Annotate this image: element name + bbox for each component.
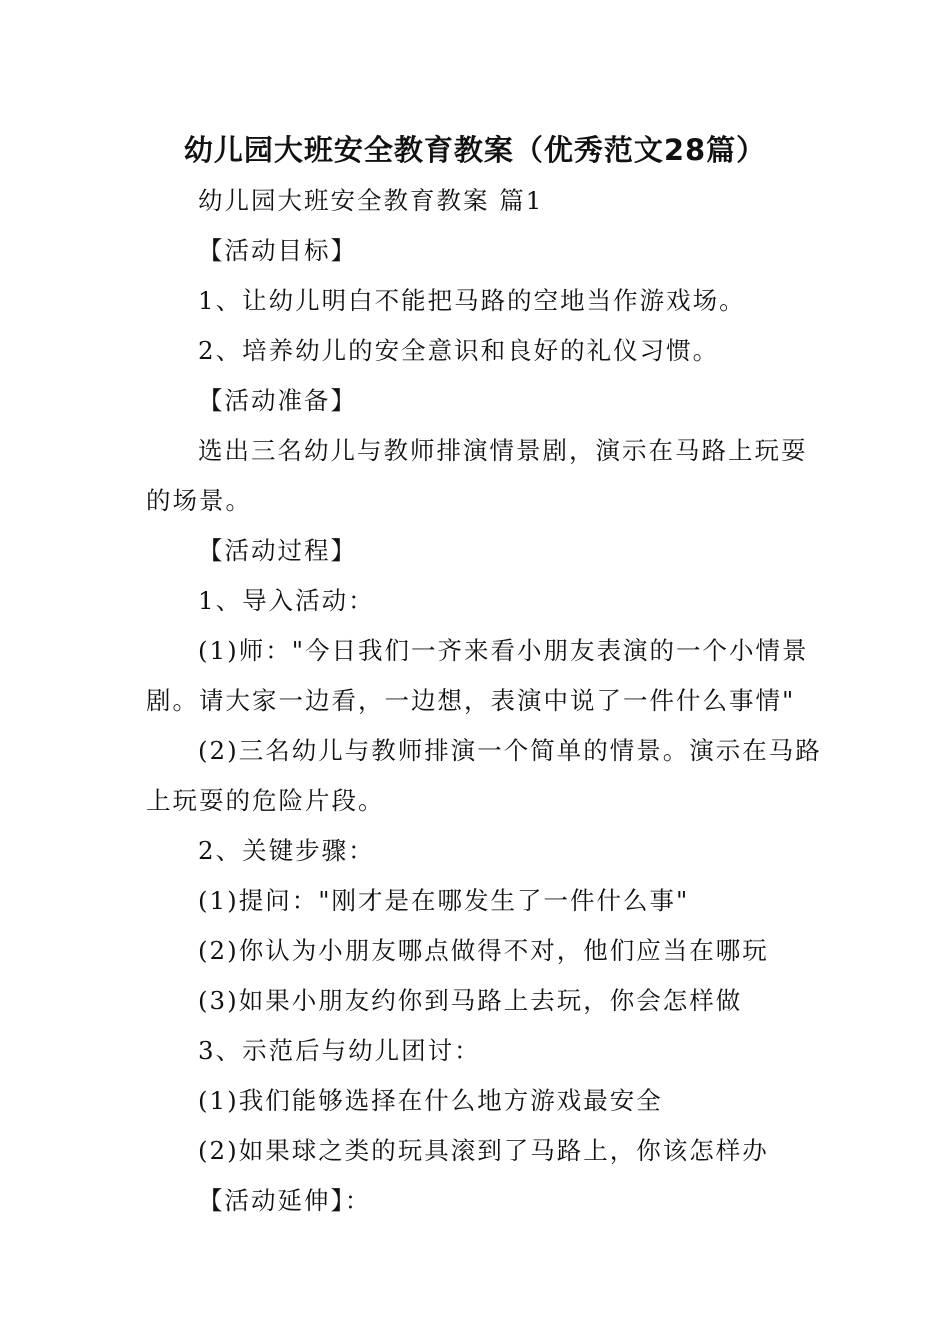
paragraph-line: (2)如果球之类的玩具滚到了马路上，你该怎样办 xyxy=(198,1136,769,1165)
paragraph-line: 的场景。 xyxy=(146,486,252,515)
paragraph-line: 1、让幼儿明白不能把马路的空地当作游戏场。 xyxy=(198,286,746,315)
heading-activity-goals: 【活动目标】 xyxy=(198,236,357,265)
heading-activity-preparation: 【活动准备】 xyxy=(198,386,357,415)
document-title: 幼儿园大班安全教育教案（优秀范文28篇） xyxy=(183,133,767,167)
paragraph-line: 2、关键步骤： xyxy=(198,836,375,865)
heading-activity-process: 【活动过程】 xyxy=(198,536,357,565)
paragraph-line: (3)如果小朋友约你到马路上去玩，你会怎样做 xyxy=(198,986,743,1015)
section-heading: 幼儿园大班安全教育教案 篇1 xyxy=(198,186,544,215)
heading-activity-extension: 【活动延伸】： xyxy=(198,1186,372,1215)
paragraph-line: 剧。请大家一边看，一边想，表演中说了一件什么事情" xyxy=(146,686,796,715)
paragraph-line: (1)提问："刚才是在哪发生了一件什么事" xyxy=(198,886,690,915)
paragraph-line: 3、示范后与幼儿团讨： xyxy=(198,1036,481,1065)
paragraph-line: (2)三名幼儿与教师排演一个简单的情景。演示在马路 xyxy=(198,736,822,765)
paragraph-line: 2、培养幼儿的安全意识和良好的礼仪习惯。 xyxy=(198,336,720,365)
paragraph-line: (1)师："今日我们一齐来看小朋友表演的一个小情景 xyxy=(198,636,809,665)
paragraph-line: (2)你认为小朋友哪点做得不对，他们应当在哪玩 xyxy=(198,936,769,965)
paragraph-line: 上玩耍的危险片段。 xyxy=(146,786,385,815)
paragraph-line: 选出三名幼儿与教师排演情景剧，演示在马路上玩耍 xyxy=(198,436,808,465)
paragraph-line: 1、导入活动： xyxy=(198,586,375,615)
paragraph-line: (1)我们能够选择在什么地方游戏最安全 xyxy=(198,1086,663,1115)
